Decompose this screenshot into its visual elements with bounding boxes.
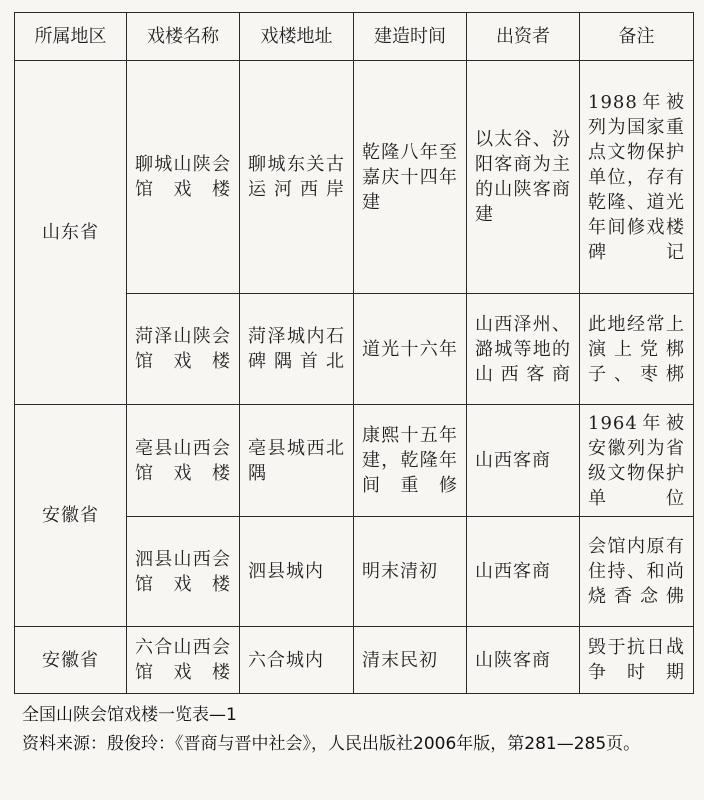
table-row [15, 405, 694, 517]
header-funder: 出资者 [467, 13, 580, 61]
stage-name-cell: 菏泽山陕会馆戏楼 [127, 294, 240, 405]
table-header-row [15, 13, 694, 61]
region-cell-anhui [15, 627, 127, 694]
region-label: 安徽省 [42, 649, 99, 671]
stage-address-cell: 六合城内 [240, 627, 354, 694]
stage-name-cell: 泗县山西会馆戏楼 [127, 517, 240, 627]
header-build-time: 建造时间 [354, 13, 467, 61]
table-row [15, 627, 694, 694]
region-cell-anhui [15, 405, 127, 627]
stage-name-cell: 亳县山西会馆戏楼 [127, 405, 240, 517]
build-time-cell: 道光十六年 [354, 294, 467, 405]
stage-address-cell: 菏泽城内石碑隅首北 [240, 294, 354, 405]
header-region: 所属地区 [15, 13, 127, 61]
funder-cell: 山西泽州、潞城等地的山西客商 [467, 294, 580, 405]
note-cell: 1964年被安徽列为省级文物保护单位 [580, 405, 694, 517]
header-stage-address: 戏楼地址 [240, 13, 354, 61]
caption-source: 资料来源：殷俊玲：《晋商与晋中社会》，人民出版社2006年版，第281—285页。 [22, 734, 641, 754]
stage-address-cell: 泗县城内 [240, 517, 354, 627]
region-label: 安徽省 [42, 505, 99, 526]
build-time-cell: 乾隆八年至嘉庆十四年建 [354, 61, 467, 294]
caption-title: 全国山陕会馆戏楼一览表—1 [22, 705, 237, 725]
funder-cell: 以太谷、汾阳客商为主的山陕客商建 [467, 61, 580, 294]
note-cell: 毁于抗日战争时期 [580, 627, 694, 694]
build-time-cell: 康熙十五年建，乾隆年间重修 [354, 405, 467, 517]
note-cell: 会馆内原有住持、和尚烧香念佛 [580, 517, 694, 627]
header-note: 备注 [580, 13, 694, 61]
funder-cell: 山西客商 [467, 517, 580, 627]
build-time-cell: 清末民初 [354, 627, 467, 694]
region-label: 山东省 [42, 222, 99, 243]
build-time-cell: 明末清初 [354, 517, 467, 627]
funder-cell: 山西客商 [467, 405, 580, 517]
opera-stage-table [14, 12, 694, 694]
stage-name-cell: 聊城山陕会馆戏楼 [127, 61, 240, 294]
note-cell: 此地经常上演上党梆子、枣梆 [580, 294, 694, 405]
table-caption [22, 701, 682, 759]
header-stage-name: 戏楼名称 [127, 13, 240, 61]
stage-name-cell: 六合山西会馆戏楼 [127, 627, 240, 694]
funder-cell: 山陕客商 [467, 627, 580, 694]
stage-address-cell: 亳县城西北隅 [240, 405, 354, 517]
stage-address-cell: 聊城东关古运河西岸 [240, 61, 354, 294]
note-cell: 1988年被列为国家重点文物保护单位，存有乾隆、道光年间修戏楼碑记 [580, 61, 694, 294]
table-row [15, 61, 694, 294]
region-cell-shandong [15, 61, 127, 405]
